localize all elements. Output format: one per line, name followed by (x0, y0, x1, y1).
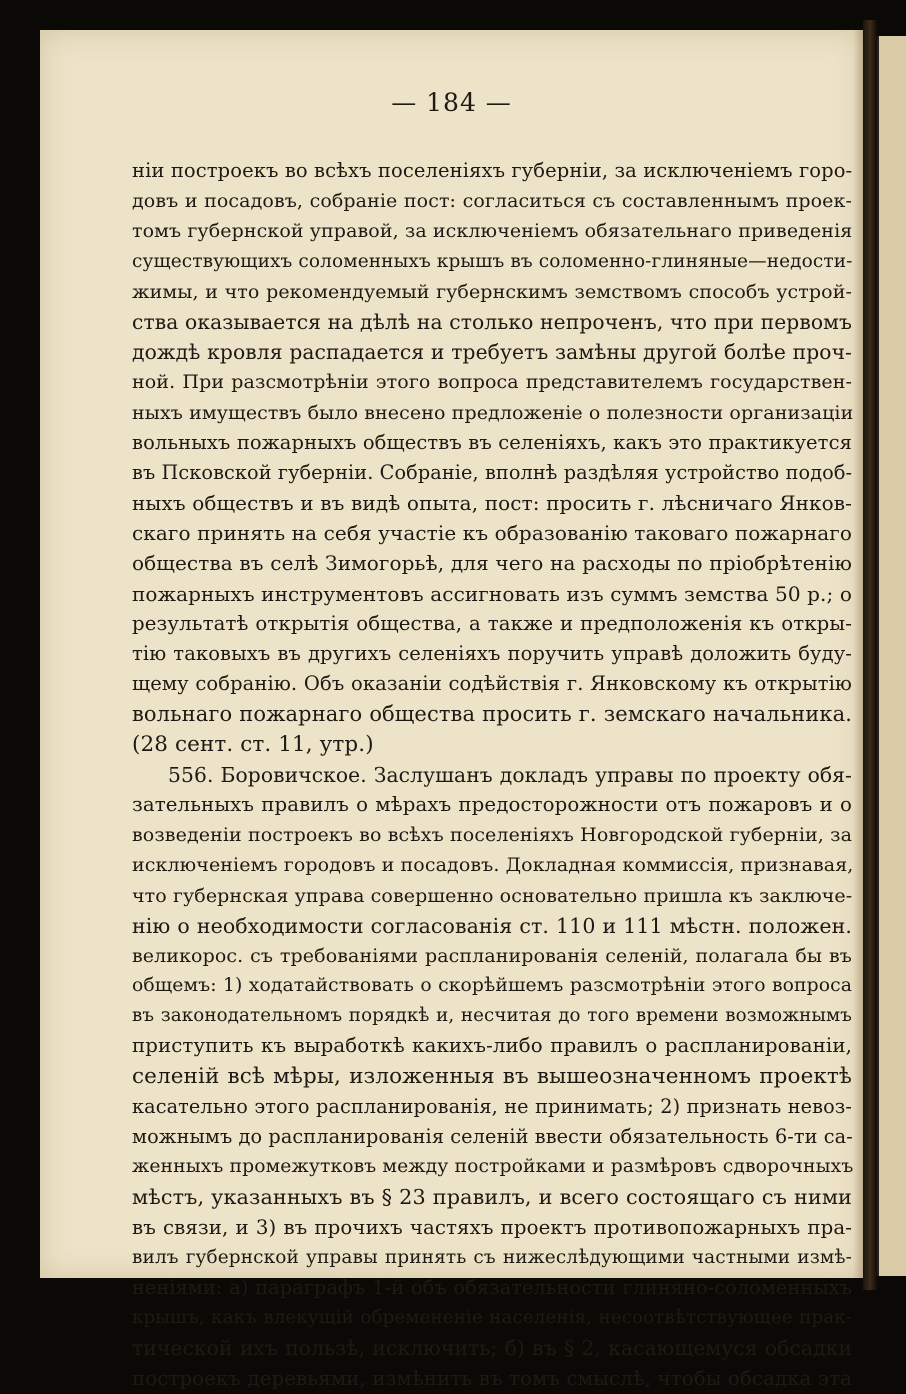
text-line: тической ихъ пользѣ, исключить; б) въ § 2, касающемуся обсадки (132, 1336, 852, 1361)
page-body-text (132, 156, 852, 1394)
text-line: возведеніи построекъ во всѣхъ поселеніяхъ Новгородской губерніи, за (132, 824, 852, 847)
text-line: мѣстъ, указанныхъ въ § 23 правилъ, и всего состоящаго съ ними (132, 1185, 852, 1210)
page-shadow (853, 30, 863, 1278)
text-line: нію о необходимости согласованія ст. 110 и 111 мѣстн. положен. (132, 913, 852, 938)
text-line: щему собранію. Объ оказаніи содѣйствія г. Янковскому къ открытію (132, 672, 852, 696)
text-line: приступить къ выработкѣ какихъ-либо правилъ о распланированіи, (132, 1034, 852, 1058)
text-line: тію таковыхъ въ другихъ селеніяхъ поручить управѣ доложить буду- (132, 642, 852, 665)
text-line: довъ и посадовъ, собраніе пост: согласиться съ составленнымъ проек- (132, 190, 852, 213)
text-line: ныхъ обществъ и въ видѣ опыта, пост: просить г. лѣсничаго Янков- (132, 491, 852, 516)
text-line: вилъ губернской управы принять съ нижеслѣдующими частными измѣ- (132, 1246, 852, 1268)
book-page (40, 30, 863, 1390)
text-line: зательныхъ правилъ о мѣрахъ предосторожности отъ пожаровъ и о (132, 792, 852, 816)
book-spine (863, 20, 877, 1290)
text-line: ныхъ имуществъ было внесено предложеніе о полезности организаціи (132, 401, 854, 424)
text-line: построекъ деревьями, измѣнить въ томъ смыслѣ, чтобы обсадка эта (132, 1366, 852, 1390)
text-line: (28 сент. ст. 11, утр.) (132, 731, 374, 757)
text-line: въ законодательномъ порядкѣ и, несчитая до того времени возможнымъ (132, 1005, 852, 1027)
text-line: селеній всѣ мѣры, изложенныя въ вышеозначенномъ проектѣ (132, 1063, 852, 1089)
text-line: крышъ, какъ влекущій обремененіе населенія, несоотвѣтствующее прак- (132, 1307, 852, 1329)
text-line: 556. Боровичское. Заслушанъ докладъ управы по проекту обя- (168, 762, 852, 787)
text-line: великорос. съ требованіями распланированія селеній, полагала бы въ (132, 944, 852, 967)
text-line: вольныхъ пожарныхъ обществъ въ селеніяхъ, какъ это практикуется (132, 430, 852, 454)
text-line: въ Псковской губерніи. Собраніе, вполнѣ раздѣляя устройство подоб- (132, 460, 853, 484)
text-line: пожарныхъ инструментовъ ассигновать изъ суммъ земства 50 р.; о (132, 581, 852, 606)
text-line: общества въ селѣ Зимогорьѣ, для чего на расходы по пріобрѣтенію (132, 551, 852, 576)
text-line: въ связи, и 3) въ прочихъ частяхъ проектъ противопожарныхъ пра- (132, 1215, 852, 1239)
text-line: ніи построекъ во всѣхъ поселеніяхъ губерніи, за исключеніемъ горо- (132, 159, 853, 182)
text-line: касательно этого распланированія, не принимать; 2) признать невоз- (132, 1094, 852, 1118)
adjacent-page-edge (877, 36, 906, 1276)
text-line: результатѣ открытія общества, а также и предположенія къ откры- (132, 611, 852, 635)
text-line: существующихъ соломенныхъ крышъ въ соломенно-глиняные—недости- (132, 250, 853, 272)
text-line: ной. При разсмотрѣніи этого вопроса представителемъ государствен- (132, 371, 852, 394)
text-line: вольнаго пожарнаго общества просить г. земскаго начальника. (132, 702, 852, 727)
text-line: исключеніемъ городовъ и посадовъ. Докладная коммиссія, признавая, (132, 854, 854, 877)
text-line: неніями: а) параграфъ 1-й объ обязательности глиняно-соломенныхъ (132, 1275, 852, 1299)
text-line: женныхъ промежутковъ между постройками и размѣровъ сдворочныхъ (132, 1156, 854, 1178)
text-line: скаго принять на себя участіе къ образованію таковаго пожарнаго (132, 521, 852, 546)
text-line: жимы, и что рекомендуемый губернскимъ земствомъ способъ устрой- (132, 280, 852, 303)
text-line: ства оказывается на дѣлѣ на столько непроченъ, что при первомъ (132, 309, 852, 334)
text-line: томъ губернской управой, за исключеніемъ обязательнаго приведенія (132, 220, 853, 243)
text-line: можнымъ до распланированія селеній ввести обязательность 6-ти са- (132, 1125, 853, 1148)
text-line: общемъ: 1) ходатайствовать о скорѣйшемъ разсмотрѣніи этого вопроса (132, 975, 852, 997)
page-number: — 184 — (391, 88, 512, 117)
text-line: что губернская управа совершенно основательно пришла къ заключе- (132, 884, 853, 907)
text-line: дождѣ кровля распадается и требуетъ замѣны другой болѣе проч- (132, 340, 852, 365)
